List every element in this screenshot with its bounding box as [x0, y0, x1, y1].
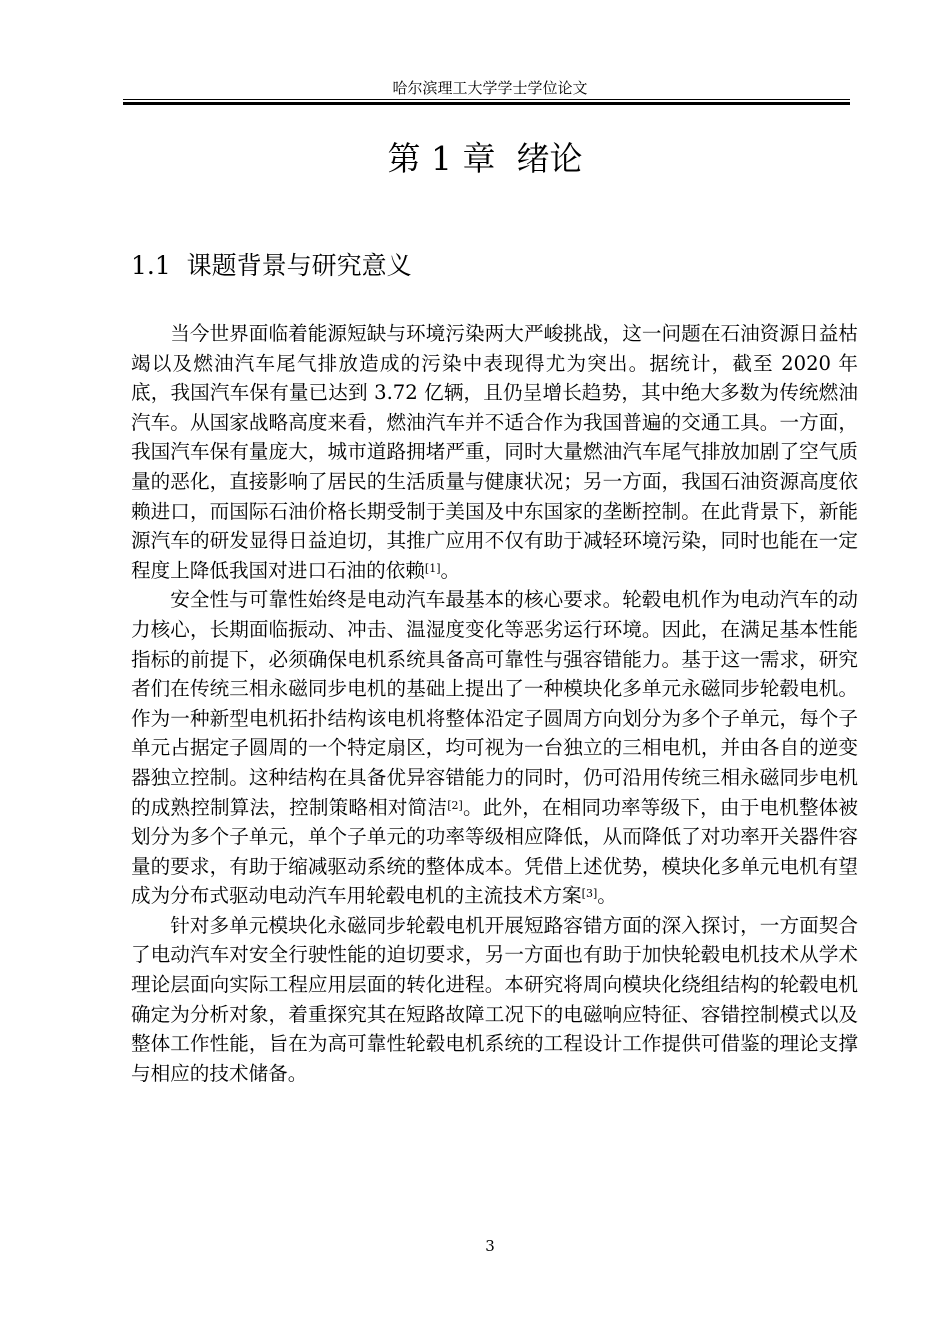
citation-ref[interactable]: [2] [447, 798, 463, 812]
paragraph-text: 当今世界面临着能源短缺与环境污染两大严峻挑战，这一问题在石油资源日益枯竭以及燃油汽车尾气排放造成的污染中表现得尤为突出。据统计，截至 2020 年底，我国汽车保有量已达到 3.72 亿辆，且仍呈增长趋势，其中绝大多数为传统燃油汽车。从国家战略高度来看，燃油汽车并不适合作为我国普遍的交通工具。一方面，我国汽车保有量庞大，城市道路拥堵严重，同时大量燃油汽车尾气排放加剧了空气质量的恶化，直接影响了居民的生活质量与健康状况；另一方面，我国石油资源高度依赖进口，而国际石油价格长期受制于美国及中东国家的垄断控制。在此背景下，新能源汽车的研发显得日益迫切，其推广应用不仅有助于减轻环境污染，同时也能在一定程度上降低我国对进口石油的依赖 [131, 322, 858, 582]
header-rule-thick [123, 102, 850, 105]
paragraph-3 [131, 911, 858, 1089]
paragraph-text-tail: 。 [440, 558, 461, 582]
paragraph-text-tail: 。此外，在相同功率等级下，由于电机整体被划分为多个子单元，单个子单元的功率等级相应降低，从而降低了对功率开关器件容量的要求，有助于缩减驱动系统的整体成本。凭借上述优势，模块化多单元电机有望成为分布式驱动电动汽车用轮毂电机的主流技术方案 [131, 795, 859, 908]
citation-ref[interactable]: [1] [424, 561, 441, 575]
paragraph-1 [131, 319, 858, 585]
paragraph-2 [131, 585, 858, 911]
body-text [131, 319, 858, 1088]
page-number: 3 [485, 1237, 495, 1255]
paragraph-text-tail: 。 [597, 884, 617, 908]
header-rule-thin [123, 99, 850, 100]
chapter-title: 第 1 章 绪论 [387, 139, 583, 178]
section-title: 1.1 课题背景与研究意义 [131, 251, 412, 280]
citation-ref[interactable]: [3] [581, 887, 598, 901]
running-header: 哈尔滨理工大学学士学位论文 [392, 79, 588, 97]
paragraph-text: 针对多单元模块化永磁同步轮毂电机开展短路容错方面的深入探讨，一方面契合了电动汽车对安全行驶性能的迫切要求，另一方面也有助于加快轮毂电机技术从学术理论层面向实际工程应用层面的转化进程。本研究将周向模块化绕组结构的轮毂电机确定为分析对象，着重探究其在短路故障工况下的电磁响应特征、容错控制模式以及整体工作性能，旨在为高可靠性轮毂电机系统的工程设计工作提供可借鉴的理论支撑与相应的技术储备。 [131, 913, 858, 1085]
paragraph-text: 安全性与可靠性始终是电动汽车最基本的核心要求。轮毂电机作为电动汽车的动力核心，长期面临振动、冲击、温湿度变化等恶劣运行环境。因此，在满足基本性能指标的前提下，必须确保电机系统具备高可靠性与强容错能力。基于这一需求，研究者们在传统三相永磁同步电机的基础上提出了一种模块化多单元永磁同步轮毂电机。作为一种新型电机拓扑结构该电机将整体沿定子圆周方向划分为多个子单元，每个子单元占据定子圆周的一个特定扇区，均可视为一台独立的三相电机，并由各自的逆变器独立控制。这种结构在具备优异容错能力的同时，仍可沿用传统三相永磁同步电机的成熟控制算法，控制策略相对简洁 [131, 588, 858, 819]
